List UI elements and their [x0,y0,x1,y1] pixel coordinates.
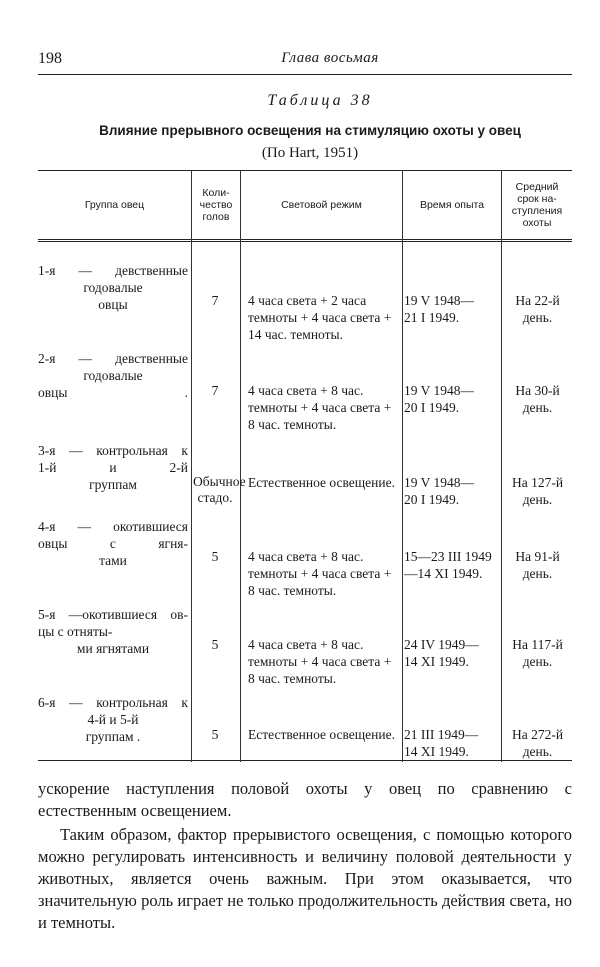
column-header-period: Время опыта [419,199,485,211]
group-line: 5-я —окотившиеся ов- [38,607,188,622]
table-cell-period: 24 IV 1949— 14 XI 1949. [404,637,479,669]
table-cell-period: 19 V 1948— 20 I 1949. [404,475,475,507]
table-cell-regime: 4 часа света + 2 часа темноты + 4 часа света + 14 час. темноты. [248,293,392,342]
header-rule [38,74,572,75]
table-cell-regime: 4 часа света + 8 час. темноты + 4 часа света + 8 час. темноты. [248,383,392,432]
table-row-group [38,518,188,569]
table-cell-onset: На 91-й день. [515,549,560,581]
table-row-group [38,694,188,745]
table-cell-period: 15—23 III 1949 —14 XI 1949. [404,549,492,581]
table-title: Влияние прерывного освещения на стимуляцию охоты у овец [99,123,521,138]
table-cell-count: 7 [211,293,219,308]
group-line: 1-я — девственные [38,263,188,278]
column-header-regime: Световой режим [281,199,362,211]
table-cell-count: 7 [211,383,219,398]
table-cell-count: 5 [211,637,219,652]
table-cell-onset: На 127-й день. [511,475,564,507]
group-line: 6-я — контрольная к [38,695,188,710]
column-divider [240,170,241,762]
table-cell-onset: На 30-й день. [515,383,560,415]
table-cell-regime: 4 часа света + 8 час. темноты + 4 часа света + 8 час. темноты. [248,549,392,598]
table-label: Таблица 38 [267,92,373,109]
table-row-group [38,442,188,493]
column-divider [402,170,403,762]
table-cell-count: 5 [211,549,219,564]
page-number: 198 [38,50,62,67]
table-row-group [38,606,188,657]
group-line: тами [99,553,127,568]
table-cell-regime: Естественное освещение. [248,727,395,742]
table-header-rule [38,239,572,245]
group-line: 1-й и 2-й [38,460,188,475]
data-table [38,170,572,762]
column-divider [501,170,502,762]
table-cell-regime: 4 часа света + 8 час. темноты + 4 часа света + 8 час. темноты. [248,637,392,686]
group-line: ми ягнятами [76,641,150,656]
table-cell-regime: Естественное освещение. [248,475,395,490]
table-cell-period: 19 V 1948— 20 I 1949. [404,383,475,415]
column-header-group: Группа овец [84,199,145,211]
group-line: 2-я — девственные [38,351,188,366]
table-top-rule [38,170,572,171]
group-line: овцы [98,297,128,312]
column-header-count: Коли- чество голов [199,187,233,223]
group-line: овцы с ягня- [38,536,188,551]
body-paragraph: Таким образом, фактор прерывистого освещения, с помощью которого можно регулировать интенсивность и величину половой деятельности у животных, является очень важным. При этом оказывается, что значительную роль играет не только продолжительность действия света, но и темноты. [38,825,572,932]
group-line: 4-й и 5-й [87,712,139,727]
table-cell-onset: На 117-й день. [512,637,563,669]
group-line: годовалые [83,280,143,295]
column-header-onset: Средний срок на- ступления охоты [511,181,563,229]
table-cell-count: 5 [211,727,219,742]
group-line: овцы . [38,385,188,400]
table-cell-period: 21 III 1949— 14 XI 1949. [404,727,479,759]
table-cell-onset: На 22-й день. [515,293,560,325]
body-paragraph: ускорение наступления половой охоты у овец по сравнению с естественным освещением. [38,779,572,820]
group-line: группам [89,477,137,492]
column-divider [191,170,192,762]
group-line: годовалые [83,368,143,383]
group-line: группам . [85,729,141,744]
table-cell-period: 19 V 1948— 21 I 1949. [404,293,475,325]
table-source: (По Hart, 1951) [261,145,359,161]
table-bottom-rule [38,760,572,761]
table-row-group [38,262,188,313]
group-line: 4-я — окотившиеся [38,519,188,534]
table-cell-onset: На 272-й день. [511,727,564,759]
running-header-chapter: Глава восьмая [281,50,379,66]
group-line: 3-я — контрольная к [38,443,188,458]
table-cell-count: Обычное стадо. [193,474,246,505]
table-row-group [38,350,188,401]
group-line: цы с отняты- [38,624,113,639]
